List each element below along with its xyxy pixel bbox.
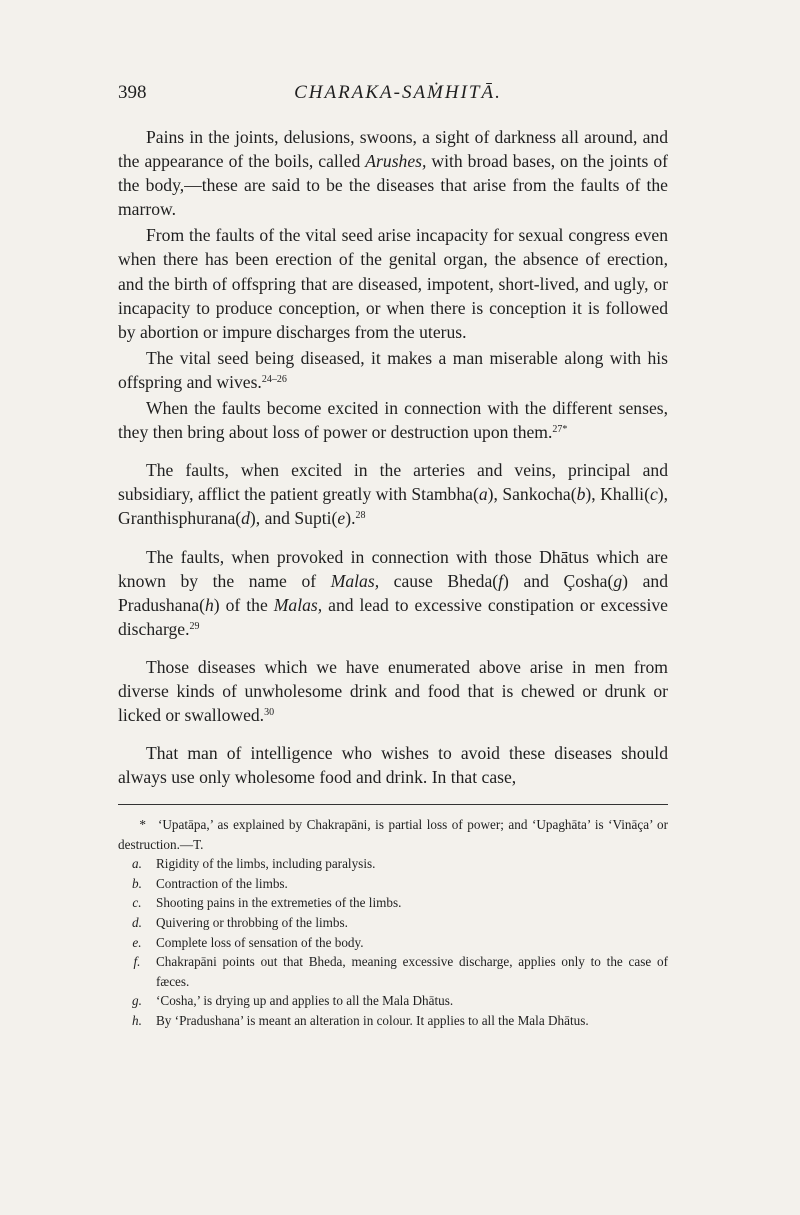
- text-run: The faults, when provoked in connection with those Dhātus which are known by the name of: [118, 546, 668, 591]
- text-run: ) and Çosha(: [503, 570, 614, 591]
- paragraph: [118, 655, 668, 727]
- footnote-rule: [118, 804, 668, 805]
- italic-term: f: [498, 570, 504, 591]
- text-run: ), Khalli(: [585, 484, 650, 505]
- footnote-body: Quivering or throbbing of the limbs.: [156, 914, 348, 930]
- italic-term: Arushes,: [365, 151, 427, 172]
- footnote-body: Rigidity of the limbs, including paralysis.: [156, 856, 376, 872]
- text-run: ), and Supti(: [249, 508, 338, 529]
- footnote-text: [118, 815, 668, 854]
- italic-term: c: [649, 484, 658, 505]
- footnote-body: Contraction of the limbs.: [156, 875, 288, 891]
- footnote: [118, 991, 668, 1011]
- footnote-marker: d.: [132, 914, 142, 930]
- verse-reference: 27*: [552, 424, 568, 436]
- footnote-marker: *: [139, 817, 146, 832]
- footnote-marker: a.: [132, 856, 142, 872]
- verse-reference: 30: [264, 707, 275, 719]
- footnote-body: By ‘Pradushana’ is meant an alteration in colour. It applies to all the Mala Dhātus.: [156, 1012, 589, 1028]
- paragraph: [118, 458, 668, 530]
- text-run: ), Sankocha(: [487, 484, 577, 505]
- text-run: ) and Pradushana(: [118, 570, 668, 615]
- italic-term: a: [478, 484, 488, 505]
- text-run: The faults, when excited in the arteries and veins, principal and subsidiary, afflict the patient greatly with Stambha(: [118, 460, 668, 505]
- footnote-marker: h.: [132, 1012, 142, 1028]
- text-run: The vital seed being diseased, it makes a man miserable along with his offspring and wives.: [118, 347, 668, 392]
- footnote-body: ‘Upatāpa,’ as explained by Chakrapāni, is partial loss of power; and ‘Upaghāta’ is ‘Vināça’ or destruction.—T.: [118, 817, 668, 852]
- footnote-marker: c.: [132, 895, 142, 911]
- footnote-marker: f.: [133, 954, 141, 970]
- paragraph: [118, 545, 668, 641]
- text-run: with broad bases, on the joints of the body,—these are said to be the diseases that arise from the faults of the marrow.: [118, 151, 668, 220]
- text-run: Those diseases which we have enumerated above arise in men from diverse kinds of unwholesome drink and food that is chewed or drunk or licked or swallowed.: [118, 656, 668, 726]
- footnote: [118, 933, 668, 953]
- footnote-marker: g.: [132, 993, 142, 1009]
- text-run: ) of the: [213, 594, 274, 615]
- italic-term: g: [613, 570, 623, 591]
- footnote: [118, 1011, 668, 1031]
- footnote-marker: e.: [132, 934, 142, 950]
- page-number: 398: [118, 82, 147, 103]
- footnote: [118, 854, 668, 874]
- paragraph: [118, 741, 668, 789]
- body-text: [118, 125, 668, 791]
- italic-term: h: [204, 594, 214, 615]
- text-run: From the faults of the vital seed arise incapacity for sexual congress even when there has been erection of the genital organ, the absence of erection, and the birth of offspring that are diseased, impotent, short-lived, and ugly, or incapacity to produce conception, or when there is conception it is followed by abortion or impure discharges from the uterus.: [118, 225, 668, 342]
- verse-reference: 28: [355, 510, 366, 522]
- text-run: When the faults become excited in connection with the different senses, they then bring about loss of power or destruction upon them.: [118, 398, 668, 443]
- verse-reference: 24–26: [261, 373, 287, 385]
- footnote-body: Chakrapāni points out that Bheda, meaning excessive discharge, applies only to the case of fæces.: [156, 954, 668, 989]
- paragraph: [118, 396, 668, 444]
- italic-term: d: [241, 508, 250, 529]
- paragraph: [118, 346, 668, 394]
- footnote-marker: b.: [132, 875, 142, 891]
- footnote-body: ‘Cosha,’ is drying up and applies to all the Mala Dhātus.: [156, 993, 454, 1009]
- text-run: Pains in the joints, delusions, swoons, a sight of darkness all around, and the appearance of the boils, called: [118, 127, 668, 172]
- italic-term: Malas,: [330, 570, 380, 591]
- footnote: [118, 874, 668, 894]
- text-run: and lead to excessive constipation or excessive discharge.: [118, 594, 668, 639]
- footnote: [118, 913, 668, 933]
- footnote-body: Complete loss of sensation of the body.: [156, 934, 364, 950]
- verse-reference: 29: [189, 620, 200, 632]
- running-title: CHARAKA-SAṀHITĀ.: [294, 82, 502, 103]
- text-run: That man of intelligence who wishes to avoid these diseases should always use only wholesome food and drink. In that case,: [118, 743, 668, 788]
- footnote: [118, 952, 668, 991]
- text-run: cause Bheda(: [379, 570, 499, 591]
- italic-term: Malas,: [273, 594, 323, 615]
- footnote-body: Shooting pains in the extremeties of the limbs.: [156, 895, 402, 911]
- text-run: ), Granthisphurana(: [118, 484, 669, 529]
- paragraph: [118, 125, 668, 221]
- text-run: ).: [345, 508, 356, 529]
- paragraph: [118, 223, 668, 343]
- italic-term: e: [337, 508, 346, 529]
- italic-term: b: [576, 484, 586, 505]
- footnotes: [118, 815, 668, 1031]
- footnote: [118, 893, 668, 913]
- footnote: [118, 815, 668, 854]
- page-header: [118, 82, 678, 112]
